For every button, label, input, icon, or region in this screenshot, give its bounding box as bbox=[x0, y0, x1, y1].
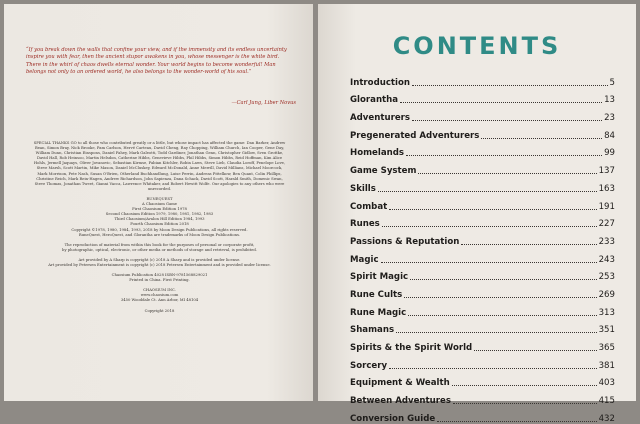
toc-leader-dots bbox=[474, 350, 596, 351]
toc-entry[interactable] bbox=[350, 212, 615, 230]
publication-info bbox=[32, 273, 287, 283]
left-page bbox=[4, 4, 313, 401]
toc-entry[interactable] bbox=[350, 371, 615, 389]
toc-leader-dots bbox=[410, 279, 596, 280]
toc-entry[interactable] bbox=[350, 194, 615, 212]
epigraph-attribution: —Carl Jung, Liber Novus bbox=[231, 100, 296, 106]
toc-leader-dots bbox=[389, 368, 596, 369]
toc-leader-dots bbox=[389, 209, 596, 210]
toc-entry-page: 84 bbox=[604, 130, 615, 141]
toc-entry-label: Game System bbox=[350, 166, 417, 177]
toc-entry-page: 99 bbox=[604, 148, 615, 159]
toc-entry-page: 5 bbox=[609, 77, 615, 88]
toc-entry-page: 137 bbox=[598, 166, 615, 177]
toc-leader-dots bbox=[418, 173, 596, 174]
toc-leader-dots bbox=[382, 226, 597, 227]
art-line: Art provided by A Sharp is copyright (c) 2018 A Sharp and is provided under license. bbox=[78, 257, 241, 262]
toc-entry-label: Skills bbox=[350, 183, 376, 194]
toc-leader-dots bbox=[378, 191, 597, 192]
legal-notice bbox=[32, 243, 287, 253]
toc-entry-label: Spirits & the Spirit World bbox=[350, 343, 473, 353]
toc-leader-dots bbox=[400, 102, 602, 103]
toc-entry[interactable] bbox=[350, 388, 615, 406]
toc-entry-page: 432 bbox=[598, 413, 615, 424]
toc-entry-label: Equipment & Wealth bbox=[350, 378, 450, 389]
toc-entry-page: 415 bbox=[598, 396, 615, 407]
toc-entry[interactable] bbox=[350, 335, 615, 353]
toc-entry-label: Magic bbox=[350, 254, 379, 265]
toc-entry-label: Runes bbox=[350, 219, 380, 230]
contents-title: CONTENTS bbox=[392, 32, 562, 60]
toc-leader-dots bbox=[406, 155, 602, 156]
toc-entry-label: Homelands bbox=[350, 148, 405, 159]
toc-entry-label: Shamans bbox=[350, 325, 395, 336]
toc-leader-dots bbox=[396, 332, 597, 333]
publication-line: Printed in China. First Printing. bbox=[129, 278, 190, 283]
toc-entry[interactable] bbox=[350, 300, 615, 318]
toc-leader-dots bbox=[412, 85, 608, 86]
edition-line: A Chaosium Game bbox=[142, 202, 177, 207]
toc-entry-page: 351 bbox=[598, 325, 615, 336]
toc-entry[interactable] bbox=[350, 158, 615, 176]
art-credits bbox=[32, 258, 287, 268]
toc-entry-page: 269 bbox=[598, 289, 615, 300]
toc-entry[interactable] bbox=[350, 406, 615, 424]
toc-entry-label: Adventurers bbox=[350, 113, 410, 124]
edition-line: Third Chaosium/Avalon Hill Edition 1984, 1993 bbox=[114, 217, 205, 222]
address-line: 3450 Wooddale Ct. Ann Arbor, MI 48104 bbox=[120, 298, 199, 303]
toc-entry[interactable] bbox=[350, 70, 615, 88]
toc-entry-label: Glorantha bbox=[350, 95, 399, 106]
toc-entry-label: Spirit Magic bbox=[350, 272, 409, 283]
toc-entry-page: 243 bbox=[598, 254, 615, 265]
edition-info bbox=[32, 197, 287, 238]
toc-entry[interactable] bbox=[350, 318, 615, 336]
epigraph-quote: “If you break down the walls that confine your view, and if the immensity and its endless uncertainty inspire you with fear, then the ancient stupor awakens in you, whose messenger is the white bird. There in the whirl of chaos dwells eternal wonder. Your world begins to become wonderful! Man belongs not only to an ordered world, he also belongs to the wonder-world of his soul.” bbox=[26, 47, 287, 76]
toc-entry[interactable] bbox=[350, 265, 615, 283]
toc-entry-label: Pregenerated Adventurers bbox=[350, 130, 480, 141]
address-line: www.chaosium.com bbox=[140, 293, 179, 298]
toc-entry[interactable] bbox=[350, 105, 615, 123]
toc-entry[interactable] bbox=[350, 141, 615, 159]
toc-entry-page: 403 bbox=[598, 378, 615, 389]
toc-entry[interactable] bbox=[350, 247, 615, 265]
toc-entry[interactable] bbox=[350, 88, 615, 106]
toc-entry[interactable] bbox=[350, 353, 615, 371]
credits-block bbox=[32, 141, 287, 314]
toc-entry-label: Rune Cults bbox=[350, 289, 403, 300]
special-thanks: SPECIAL THANKS GO to all those who contributed greatly or a little, but whose impact has affected the game: Dan Barker, Andrew Bean, Simon Bray, Nick Brooke, Pam Carlson, Hervé Carteau, David Cheng, Ray Chopping, William Church, Ian Cooper, Gene Day, William Dunn, Christian Einspons, Daniel Fahey, Mark Galeotti, Todd Gardiner, Jonathan Genn, Christopher Gidlow, Sven Grottke, David Hall, Rob Heinsoo, Martin Helsdon, Catherine Hibbs, Genevieve Hibbs, Phil Hibbs, Simon Hibbs, Reid Hoffman, Kim Alice Hohls, Jermell Jaquays, Oliver Jovanovic, Sebastian Kirmse, Fabian Kitchler, Robin Laws, Steve Lieb, Claudia Loroff, Penelope Love, Steve Marsh, Scott Martin, Mike Mason, Daniel McCluskey, Edward McDonald, Anne Merrill, David Millians, Michael Moorcock, Mark Morrison, Pete Nash, Susan O'Brien, Otherland Buchhandlung, Luise Perrin, Andreas Pittelkow, Ben Quant, Colin Phillips, Christine Reich, Mark Rein-Hagen, Andrew Richardson, John Sapienza, Dana Schack, David Scott, Harald Smith, Domenic Swan, Steve Thomas, Jonathan Tweet, Gianni Vacca, Lawrence Whitaker, and Robert Hewitt Wolfe. Our apologies to any others who were unrecorded. bbox=[33, 141, 286, 191]
toc-entry-page: 233 bbox=[598, 236, 615, 247]
address-line: CHAOSIUM INC. bbox=[143, 288, 176, 293]
toc-entry[interactable] bbox=[350, 123, 615, 141]
edition-line: RuneQuest, HeroQuest, and Glorantha are trademarks of Moon Design Publications. bbox=[78, 232, 241, 237]
toc-leader-dots bbox=[481, 138, 602, 139]
toc-leader-dots bbox=[412, 120, 602, 121]
toc-entry[interactable] bbox=[350, 176, 615, 194]
right-page bbox=[318, 4, 636, 424]
toc-entry-label: Rune Magic bbox=[350, 307, 407, 318]
toc-leader-dots bbox=[381, 262, 597, 263]
art-line: Art provided by Petersen Entertainment is copyright (c) 2018 Petersen Entertainment and is provided under license. bbox=[48, 262, 271, 267]
toc-leader-dots bbox=[453, 403, 597, 404]
toc-entry-label: Introduction bbox=[350, 77, 411, 88]
publisher-address bbox=[32, 288, 287, 303]
edition-line: Second Chaosium Edition 1979, 1980, 1981, 1982, 1983 bbox=[105, 212, 214, 217]
toc-entry-page: 381 bbox=[598, 360, 615, 371]
toc-leader-dots bbox=[452, 385, 597, 386]
toc-entry-page: 23 bbox=[604, 113, 615, 124]
toc-leader-dots bbox=[408, 315, 596, 316]
toc-entry-page: 253 bbox=[598, 272, 615, 283]
toc-entry-page: 13 bbox=[604, 95, 615, 106]
toc-entry[interactable] bbox=[350, 282, 615, 300]
edition-line: Copyright ©1978, 1980, 1984, 1993, 2018 by Moon Design Publications, all rights reserved. bbox=[71, 227, 248, 232]
legal-line: The reproduction of material from within this book for the purposes of personal or corporate profit, bbox=[64, 242, 255, 247]
toc-leader-dots bbox=[461, 244, 596, 245]
toc-entry-page: 313 bbox=[598, 307, 615, 318]
toc-entry-page: 191 bbox=[598, 201, 615, 212]
toc-entry-label: Between Adventures bbox=[350, 396, 451, 407]
table-of-contents bbox=[350, 70, 615, 424]
toc-entry-label: Sorcery bbox=[350, 360, 388, 371]
copyright-line: Copyright 2018 bbox=[144, 308, 175, 313]
toc-entry[interactable] bbox=[350, 229, 615, 247]
edition-line: RUNEQUEST bbox=[146, 196, 173, 201]
toc-entry-page: 163 bbox=[598, 183, 615, 194]
toc-entry-label: Conversion Guide bbox=[350, 413, 436, 424]
edition-line: First Chaosium Edition 1978 bbox=[132, 207, 187, 212]
toc-entry-label: Passions & Reputation bbox=[350, 236, 460, 247]
publication-line: Chaosium Publication 4028 ISBN-9781568829021 bbox=[111, 273, 208, 278]
toc-entry-page: 227 bbox=[598, 219, 615, 230]
toc-entry-page: 365 bbox=[598, 343, 615, 353]
toc-entry-label: Combat bbox=[350, 201, 388, 212]
toc-leader-dots bbox=[404, 297, 596, 298]
edition-line: Fourth Chaosium Edition 2018 bbox=[130, 222, 189, 227]
legal-line: by photographic, optical, electronic, or other media or methods of storage and retrieval, is prohibited. bbox=[62, 247, 257, 252]
toc-leader-dots bbox=[437, 421, 596, 422]
